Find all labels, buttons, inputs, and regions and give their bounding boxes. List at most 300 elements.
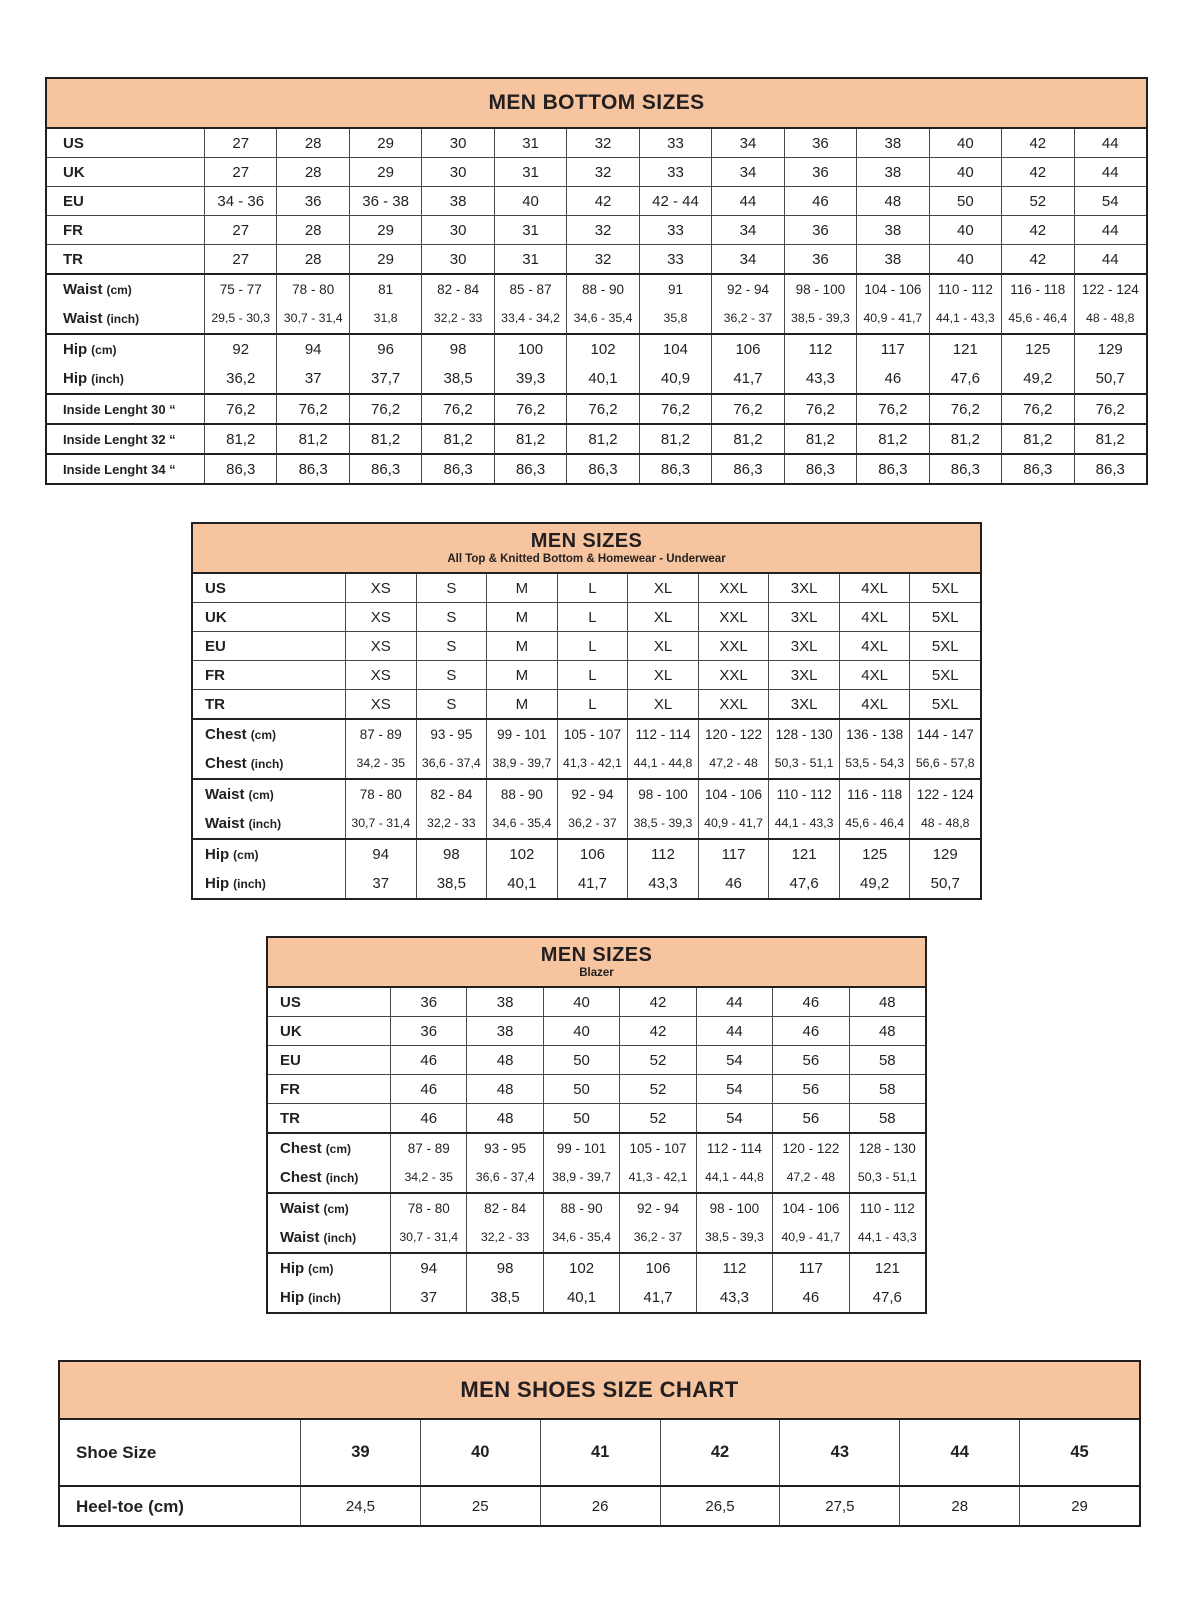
row-label-unit: (cm) [250, 727, 277, 742]
table-cell: 38 [421, 187, 493, 215]
table-cell: 52 [619, 1075, 695, 1103]
table-cell: 81,2 [929, 425, 1001, 453]
row-label [47, 245, 204, 273]
table-cell: 46 [784, 187, 856, 215]
table-row [193, 690, 980, 718]
table-cell: 46 [390, 1075, 466, 1103]
table-cell: XL [627, 690, 698, 718]
table-cell: 100 [494, 335, 566, 364]
table-cell: 5XL [909, 603, 980, 631]
row-label-text: US [280, 993, 301, 1011]
table-row [47, 158, 1146, 186]
table-cell: 34,6 - 35,4 [566, 304, 638, 333]
table-row [193, 574, 980, 602]
table-cell: 44 [899, 1420, 1019, 1485]
row-label-unit: (inch) [323, 1230, 357, 1245]
table-cell: 117 [772, 1254, 848, 1283]
row-label [47, 455, 204, 483]
table-cell: 48 [856, 187, 928, 215]
table-cell: 112 [627, 840, 698, 869]
table-cell: 54 [696, 1075, 772, 1103]
row-label [47, 187, 204, 215]
table-cell: 78 - 80 [276, 275, 348, 304]
table-cell: 50,7 [1074, 364, 1146, 393]
table-cell: 30 [421, 216, 493, 244]
table-cell: 52 [619, 1104, 695, 1132]
table-cell: 106 [619, 1254, 695, 1283]
table-subtitle: All Top & Knitted Bottom & Homewear - Underwear [447, 553, 726, 566]
table-cell: XL [627, 603, 698, 631]
men-sizes-blazer-table [266, 936, 927, 1314]
table-cell: 42 [619, 988, 695, 1016]
row-label [47, 335, 204, 364]
table-cell: 34,2 - 35 [345, 749, 416, 778]
table-cell: 4XL [839, 574, 910, 602]
table-cell: 49,2 [1001, 364, 1073, 393]
row-label-text: EU [280, 1051, 301, 1069]
row-label-text: Chest [205, 726, 247, 743]
table-cell: 36 [784, 129, 856, 157]
table-cell: 125 [839, 840, 910, 869]
row-label [193, 749, 345, 778]
table-cell: 47,6 [768, 869, 839, 898]
table-cell: 43 [779, 1420, 899, 1485]
table-cell: 116 - 118 [1001, 275, 1073, 304]
row-label [193, 632, 345, 660]
table-subtitle: Blazer [579, 967, 614, 980]
table-cell: 76,2 [639, 395, 711, 423]
table-row [47, 245, 1146, 273]
table-cell: 106 [711, 335, 783, 364]
table-cell: 93 - 95 [466, 1134, 542, 1163]
table-cell: 36 [276, 187, 348, 215]
table-cell: 40 [929, 158, 1001, 186]
table-cell: 85 - 87 [494, 275, 566, 304]
table-title: MEN SHOES SIZE CHART [460, 1376, 739, 1402]
table-cell: 3XL [768, 632, 839, 660]
table-cell: 102 [486, 840, 557, 869]
table-row [268, 988, 925, 1016]
row-label-text: Hip [280, 1289, 305, 1306]
table-cell: 99 - 101 [486, 720, 557, 749]
row-label-text: Chest [280, 1140, 322, 1157]
row-group [193, 602, 980, 631]
table-cell: 31 [494, 216, 566, 244]
table-cell: 42 [1001, 158, 1073, 186]
table-cell: 40 [929, 129, 1001, 157]
table-cell: 76,2 [784, 395, 856, 423]
table-cell: 86,3 [204, 455, 276, 483]
table-cell: 46 [772, 1017, 848, 1045]
table-cell: 120 - 122 [772, 1134, 848, 1163]
table-row [193, 869, 980, 898]
table-cell: 45,6 - 46,4 [839, 809, 910, 838]
table-cell: 76,2 [1001, 395, 1073, 423]
row-label [268, 1223, 390, 1252]
table-cell: 76,2 [1074, 395, 1146, 423]
table-cell: 46 [698, 869, 769, 898]
table-cell: 50 [929, 187, 1001, 215]
table-cell: 54 [696, 1046, 772, 1074]
table-cell: 44,1 - 44,8 [627, 749, 698, 778]
row-label-unit: (cm) [308, 1261, 334, 1276]
row-label-text: TR [280, 1109, 300, 1127]
table-cell: 99 - 101 [543, 1134, 619, 1163]
row-group [193, 718, 980, 778]
row-label [47, 129, 204, 157]
table-cell: 81,2 [566, 425, 638, 453]
row-group [268, 1132, 925, 1192]
table-cell: 32,2 - 33 [421, 304, 493, 333]
table-cell: 44 [711, 187, 783, 215]
row-label-text: UK [63, 163, 85, 181]
row-label-text: Hip [63, 341, 88, 358]
table-cell: 37 [276, 364, 348, 393]
row-label-text: Inside Lenght 32 “ [63, 431, 176, 447]
table-row [47, 129, 1146, 157]
table-cell: 98 - 100 [627, 780, 698, 809]
row-label-unit: (inch) [233, 876, 266, 891]
table-cell: 112 - 114 [696, 1134, 772, 1163]
row-label [47, 364, 204, 393]
table-cell: 48 [849, 1017, 925, 1045]
row-label-text: Hip [63, 370, 88, 387]
row-label-text: FR [205, 666, 225, 684]
row-label-text: Hip [280, 1260, 305, 1277]
table-cell: 32,2 - 33 [466, 1223, 542, 1252]
table-cell: 81,2 [204, 425, 276, 453]
table-cell: 29 [1019, 1487, 1139, 1525]
row-label-text: Waist [280, 1229, 320, 1246]
table-cell: 3XL [768, 603, 839, 631]
table-cell: 32 [566, 158, 638, 186]
row-label-unit: (cm) [91, 342, 117, 357]
table-cell: 102 [543, 1254, 619, 1283]
row-label-unit: (inch) [308, 1290, 341, 1305]
table-cell: 46 [390, 1104, 466, 1132]
table-cell: 42 [566, 187, 638, 215]
table-cell: XL [627, 661, 698, 689]
table-cell: 93 - 95 [416, 720, 487, 749]
table-cell: 50,3 - 51,1 [768, 749, 839, 778]
table-row [268, 1046, 925, 1074]
table-cell: 33 [639, 245, 711, 273]
table-cell: 52 [1001, 187, 1073, 215]
table-cell: XS [345, 574, 416, 602]
table-row [193, 632, 980, 660]
row-label [193, 574, 345, 602]
table-cell: 27,5 [779, 1487, 899, 1525]
table-cell: S [416, 574, 487, 602]
table-cell: 38,5 [421, 364, 493, 393]
row-group [47, 333, 1146, 393]
table-cell: 50,3 - 51,1 [849, 1163, 925, 1192]
table-cell: 34 [711, 245, 783, 273]
table-cell: 82 - 84 [466, 1194, 542, 1223]
table-cell: 120 - 122 [698, 720, 769, 749]
row-label [268, 1194, 390, 1223]
row-label-unit: (inch) [91, 371, 124, 386]
table-row [193, 809, 980, 838]
table-cell: M [486, 690, 557, 718]
table-cell: 48 [466, 1075, 542, 1103]
table-cell: 48 - 48,8 [1074, 304, 1146, 333]
table-cell: 81 [349, 275, 421, 304]
table-cell: 104 - 106 [856, 275, 928, 304]
table-cell: 75 - 77 [204, 275, 276, 304]
table-cell: 30 [421, 158, 493, 186]
table-cell: 27 [204, 158, 276, 186]
table-row [60, 1420, 1139, 1485]
table-cell: L [557, 632, 628, 660]
row-label-unit: (cm) [233, 847, 259, 862]
table-cell: 31,8 [349, 304, 421, 333]
row-group [268, 1016, 925, 1045]
table-row [268, 1194, 925, 1223]
table-cell: 30,7 - 31,4 [345, 809, 416, 838]
row-group [47, 423, 1146, 453]
table-cell: 32,2 - 33 [416, 809, 487, 838]
row-label-text: FR [280, 1080, 300, 1098]
table-cell: 31 [494, 245, 566, 273]
table-cell: S [416, 603, 487, 631]
table-cell: 43,3 [696, 1283, 772, 1312]
table-cell: 86,3 [276, 455, 348, 483]
row-label [47, 158, 204, 186]
table-row [47, 425, 1146, 453]
table-cell: XL [627, 632, 698, 660]
table-cell: 76,2 [711, 395, 783, 423]
table-cell: 87 - 89 [390, 1134, 466, 1163]
table-cell: 5XL [909, 690, 980, 718]
table-row [268, 1283, 925, 1312]
table-cell: 4XL [839, 661, 910, 689]
table-cell: 34,6 - 35,4 [543, 1223, 619, 1252]
table-cell: M [486, 574, 557, 602]
table-cell: 3XL [768, 690, 839, 718]
table-cell: 46 [856, 364, 928, 393]
table-cell: 125 [1001, 335, 1073, 364]
table-cell: 117 [698, 840, 769, 869]
table-cell: 30 [421, 129, 493, 157]
row-label [193, 690, 345, 718]
table-cell: 110 - 112 [768, 780, 839, 809]
table-cell: 112 [696, 1254, 772, 1283]
table-cell: 40,9 - 41,7 [772, 1223, 848, 1252]
table-cell: S [416, 661, 487, 689]
table-row [47, 187, 1146, 215]
table-cell: 81,2 [276, 425, 348, 453]
table-cell: 38,5 - 39,3 [627, 809, 698, 838]
row-group [193, 778, 980, 838]
row-label [268, 1046, 390, 1074]
table-cell: 36,6 - 37,4 [416, 749, 487, 778]
table-cell: 92 - 94 [557, 780, 628, 809]
table-row [47, 216, 1146, 244]
row-group [47, 129, 1146, 157]
table-cell: 39 [300, 1420, 420, 1485]
table-cell: 38 [856, 216, 928, 244]
table-cell: 44 [696, 1017, 772, 1045]
table-cell: 31 [494, 158, 566, 186]
table-cell: 40,9 - 41,7 [698, 809, 769, 838]
table-cell: 58 [849, 1046, 925, 1074]
table-cell: 58 [849, 1075, 925, 1103]
row-label-text: Hip [205, 875, 230, 892]
table-row [268, 1104, 925, 1132]
table-cell: 48 [849, 988, 925, 1016]
table-cell: 42 - 44 [639, 187, 711, 215]
table-cell: 26,5 [660, 1487, 780, 1525]
table-cell: XS [345, 632, 416, 660]
table-title: MEN BOTTOM SIZES [488, 91, 705, 115]
table-cell: 33 [639, 216, 711, 244]
row-group [47, 453, 1146, 483]
table-cell: 81,2 [1001, 425, 1073, 453]
table-cell: 44 [1074, 245, 1146, 273]
table-cell: 47,6 [929, 364, 1001, 393]
table-cell: 94 [276, 335, 348, 364]
table-cell: 82 - 84 [416, 780, 487, 809]
table-cell: 86,3 [494, 455, 566, 483]
table-cell: 40 [929, 216, 1001, 244]
men-shoes-size-chart-table [58, 1360, 1141, 1527]
table-cell: XXL [698, 690, 769, 718]
row-label-unit: (inch) [106, 311, 140, 326]
table-cell: 98 [416, 840, 487, 869]
row-label [47, 275, 204, 304]
table-cell: 86,3 [421, 455, 493, 483]
row-label [268, 1104, 390, 1132]
row-group [268, 988, 925, 1016]
men-sizes-tops-table [191, 522, 982, 900]
row-group [47, 244, 1146, 273]
table-cell: 121 [768, 840, 839, 869]
table-cell: 86,3 [639, 455, 711, 483]
table-row [193, 749, 980, 778]
row-group [60, 1420, 1139, 1485]
table-cell: 36,2 - 37 [557, 809, 628, 838]
row-label-unit: (cm) [148, 1496, 184, 1516]
table-header [60, 1362, 1139, 1420]
table-cell: M [486, 603, 557, 631]
row-label [60, 1487, 300, 1525]
table-title: MEN SIZES [540, 944, 653, 967]
table-cell: 43,3 [627, 869, 698, 898]
table-cell: 40,1 [566, 364, 638, 393]
table-cell: 78 - 80 [345, 780, 416, 809]
table-cell: 4XL [839, 690, 910, 718]
row-label-text: Waist [205, 786, 245, 803]
table-cell: 3XL [768, 661, 839, 689]
table-cell: 110 - 112 [849, 1194, 925, 1223]
table-row [193, 720, 980, 749]
row-label [193, 661, 345, 689]
table-cell: 27 [204, 129, 276, 157]
table-cell: 81,2 [856, 425, 928, 453]
table-title: MEN SIZES [530, 530, 643, 553]
row-label-text: TR [205, 695, 225, 713]
table-cell: 40,9 [639, 364, 711, 393]
table-cell: 28 [276, 216, 348, 244]
table-cell: 42 [1001, 245, 1073, 273]
table-cell: 32 [566, 129, 638, 157]
table-cell: 40 [543, 988, 619, 1016]
table-cell: 5XL [909, 574, 980, 602]
row-group [60, 1485, 1139, 1525]
table-cell: 38 [466, 1017, 542, 1045]
table-cell: L [557, 603, 628, 631]
table-cell: 86,3 [856, 455, 928, 483]
table-cell: 56 [772, 1104, 848, 1132]
table-cell: 43,3 [784, 364, 856, 393]
row-group [193, 838, 980, 898]
table-row [60, 1487, 1139, 1525]
table-cell: 86,3 [711, 455, 783, 483]
table-cell: 104 [639, 335, 711, 364]
table-cell: 76,2 [421, 395, 493, 423]
table-cell: 81,2 [784, 425, 856, 453]
table-cell: 38,9 - 39,7 [543, 1163, 619, 1192]
table-cell: 31 [494, 129, 566, 157]
table-cell: 112 - 114 [627, 720, 698, 749]
row-label [268, 1163, 390, 1192]
table-cell: 40,1 [543, 1283, 619, 1312]
table-cell: 36,2 [204, 364, 276, 393]
table-cell: 110 - 112 [929, 275, 1001, 304]
table-cell: 46 [390, 1046, 466, 1074]
table-cell: 36 [784, 216, 856, 244]
table-cell: 46 [772, 1283, 848, 1312]
table-cell: XS [345, 603, 416, 631]
table-row [47, 335, 1146, 364]
table-cell: XS [345, 690, 416, 718]
table-cell: 81,2 [639, 425, 711, 453]
row-label-unit: (cm) [323, 1201, 349, 1216]
table-cell: 76,2 [856, 395, 928, 423]
table-cell: 129 [909, 840, 980, 869]
table-cell: 44 [696, 988, 772, 1016]
table-cell: 44 [1074, 216, 1146, 244]
table-cell: 37 [390, 1283, 466, 1312]
table-cell: 128 - 130 [849, 1134, 925, 1163]
table-cell: 38 [856, 129, 928, 157]
row-label [60, 1420, 300, 1485]
row-label [193, 720, 345, 749]
row-group [47, 186, 1146, 215]
table-cell: 92 - 94 [619, 1194, 695, 1223]
row-label [268, 1283, 390, 1312]
table-cell: 30,7 - 31,4 [276, 304, 348, 333]
table-cell: 52 [619, 1046, 695, 1074]
table-cell: 35,8 [639, 304, 711, 333]
table-cell: 50 [543, 1075, 619, 1103]
table-header [47, 79, 1146, 129]
table-cell: 29 [349, 129, 421, 157]
table-cell: 88 - 90 [543, 1194, 619, 1223]
row-label [268, 1254, 390, 1283]
row-group [47, 157, 1146, 186]
row-label-unit: (cm) [248, 787, 274, 802]
table-cell: 34 [711, 129, 783, 157]
table-cell: 41,3 - 42,1 [619, 1163, 695, 1192]
table-row [268, 1134, 925, 1163]
table-header [193, 524, 980, 574]
row-label [47, 395, 204, 423]
table-cell: 102 [566, 335, 638, 364]
table-cell: 34 - 36 [204, 187, 276, 215]
table-cell: 104 - 106 [698, 780, 769, 809]
